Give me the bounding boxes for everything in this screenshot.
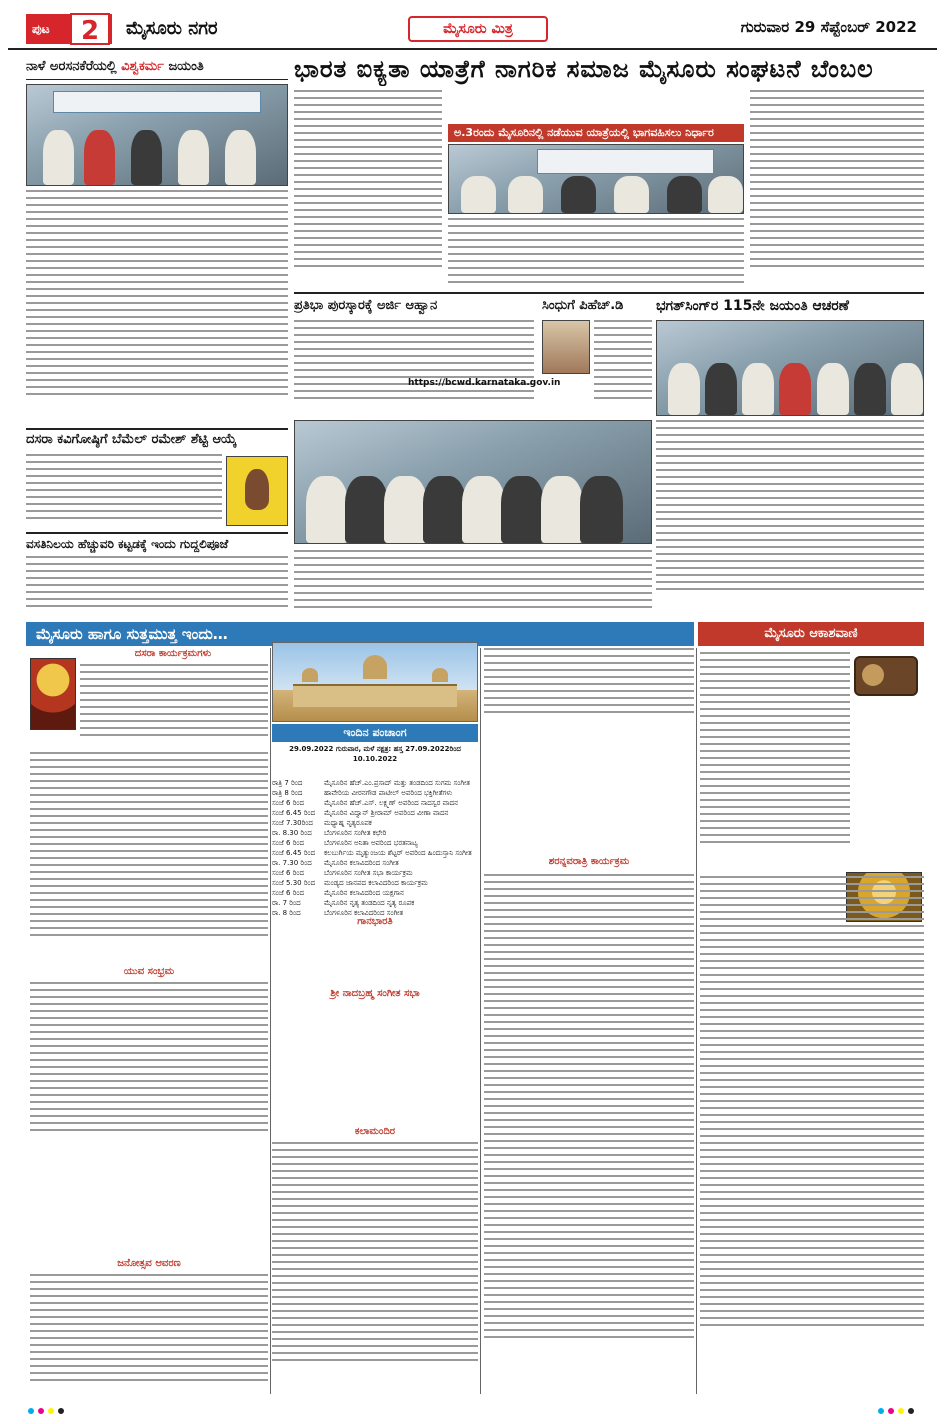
column-rule <box>696 648 697 1394</box>
dasara-poet-headline: ದಸರಾ ಕವಿಗೋಷ್ಠಿಗೆ ಬೆಮೆಲ್ ರಮೇಶ್ ಶೆಟ್ಟಿ ಆಯ್ಕೆ <box>26 428 288 450</box>
bharat-tag: ಅ.3ರಂದು ಮೈಸೂರಿನಲ್ಲಿ ನಡೆಯುವ ಯಾತ್ರೆಯಲ್ಲಿ ಭಾಗವಹಿಸಲು ನಿರ್ಧಾರ <box>448 124 744 142</box>
palace-dome <box>302 668 318 682</box>
photo-person <box>817 363 849 415</box>
schedule-row <box>272 858 478 868</box>
schedule-time: ರಾತ್ರಿ 7 ರಿಂದ <box>272 779 303 787</box>
goddess-image <box>30 658 76 730</box>
bharat-story-text <box>294 90 442 290</box>
sindhu-headline: ಸಿಂಧುಗೆ ಪಿಹೆಚ್.ಡಿ <box>542 298 624 313</box>
panchanga-text: 29.09.2022 ಗುರುವಾರ, ಮಳೆ ನಕ್ಷತ್ರ: ಹಸ್ತ 27.09.2022ರಿಂದ 10.10.2022 <box>289 745 461 763</box>
bharat-photo <box>448 144 744 214</box>
bharat-headline: ಭಾರತ ಐಕ್ಯತಾ ಯಾತ್ರೆಗೆ ನಾಗರಿಕ ಸಮಾಜ ಮೈಸೂರು ಸಂಘಟನೆ ಬೆಂಬಲ <box>294 55 874 83</box>
palace-dome <box>363 655 387 678</box>
ganabharathi-title: ಗಾನಭಾರತಿ <box>357 916 393 927</box>
column-rule <box>270 648 271 1394</box>
photo-person <box>43 130 74 185</box>
vishwakarma-headline <box>26 54 288 80</box>
yellow-dot <box>48 1408 54 1414</box>
schedule-row <box>272 848 478 858</box>
schedule-time: ರಾ. 7.30 ರಿಂದ <box>272 859 312 867</box>
janotsava-title: ಜನೋತ್ಸವ ಆವರಣ <box>117 1258 181 1269</box>
dasara-programs-text-2 <box>30 752 268 960</box>
schedule-desc: ಬೆಂಗಳೂರಿನ ಅನಿತಾ ಅವರಿಂದ ಭರತನಾಟ್ಯ <box>324 839 418 847</box>
photo-person <box>508 176 543 213</box>
palace-dome <box>432 668 448 682</box>
page-number: 2 <box>70 13 110 45</box>
schedule-time: ರಾತ್ರಿ 8 ರಿಂದ <box>272 789 303 797</box>
prathibha-url: https://bcwd.karnataka.gov.in <box>408 378 561 388</box>
schedule-time: ಸಂಜೆ 6.45 ರಿಂದ <box>272 809 316 817</box>
vishwakarma-headline-post: ಜಯಂತಿ <box>163 59 204 74</box>
vasati-headline: ವಸತಿನಿಲಯ ಹೆಚ್ಚುವರಿ ಕಟ್ಟಡಕ್ಕೆ ಇಂದು ಗುದ್ದಲಿಪೂಜೆ <box>26 532 288 554</box>
kalamandira-text <box>272 1142 478 1394</box>
prathibha-story-text <box>294 320 534 416</box>
akashavani-text <box>700 652 850 872</box>
panchanga-title: ಇಂದಿನ ಪಂಚಾಂಗ <box>272 724 478 742</box>
dasara-poet-story-text <box>26 454 222 526</box>
mysore-palace-image <box>272 642 478 722</box>
akashavani-bar: ಮೈಸೂರು ಆಕಾಶವಾಣಿ <box>698 622 924 646</box>
photo-person <box>461 176 496 213</box>
schedule-desc: ಮೈಸೂರಿನ ಕಲಾವಿದರಿಂದ ಸಂಗೀತ <box>324 859 399 867</box>
schedule-time: ರಾ. 8 ರಿಂದ <box>272 909 301 917</box>
photo-person <box>501 476 544 543</box>
cyan-dot <box>878 1408 884 1414</box>
photo-person <box>614 176 649 213</box>
event-photo <box>294 420 652 544</box>
schedule-list <box>272 778 478 918</box>
photo-person <box>854 363 886 415</box>
schedule-time: ರಾ. 8.30 ರಿಂದ <box>272 829 312 837</box>
palace-body <box>293 684 456 707</box>
photo-person <box>541 476 584 543</box>
yellow-dot <box>898 1408 904 1414</box>
city-today-bar: ಮೈಸೂರು ಹಾಗೂ ಸುತ್ತಮುತ್ತ ಇಂದು… <box>26 622 694 646</box>
photo-person <box>131 130 162 185</box>
bhagat-story-text <box>656 420 924 616</box>
cyan-dot <box>28 1408 34 1414</box>
vishwakarma-photo <box>26 84 288 186</box>
yuva-text <box>30 982 268 1152</box>
navaratri-text <box>484 874 694 1394</box>
navaratri-title: ಶರನ್ನವರಾತ್ರಿ ಕಾರ್ಯಕ್ರಮ <box>548 856 630 867</box>
bhagat-headline: ಭಗತ್‌ಸಿಂಗ್‌ರ 115ನೇ ಜಯಂತಿ ಆಚರಣೆ <box>656 298 849 314</box>
photo-person <box>668 363 700 415</box>
yuva-title: ಯುವ ಸಂಭ್ರಮ <box>123 966 175 977</box>
schedule-row <box>272 788 478 798</box>
schedule-time: ರಾ. 7 ರಿಂದ <box>272 899 301 907</box>
photo-person <box>178 130 209 185</box>
schedule-text-col3 <box>484 648 694 728</box>
schedule-desc: ಮಧ್ಯಾಹ್ನ ನೃತ್ಯರೂಪಕ <box>324 819 372 827</box>
vishwakarma-headline-pre: ನಾಳೆ ಅರಸನಕೆರೆಯಲ್ಲಿ <box>26 59 122 74</box>
sindhu-portrait <box>542 320 590 374</box>
schedule-desc: ಮೈಸೂರಿನ ನೃತ್ಯ ತಂಡದಿಂದ ನೃತ್ಯ ರೂಪಕ <box>324 899 415 907</box>
photo-person <box>779 363 811 415</box>
schedule-row <box>272 778 478 788</box>
photo-person <box>708 176 743 213</box>
bharat-story-text-3 <box>750 90 924 290</box>
schedule-time: ಸಂಜೆ 6 ರಿಂದ <box>272 869 305 877</box>
event-caption-text <box>294 550 652 616</box>
photo-person <box>462 476 505 543</box>
photo-person <box>384 476 427 543</box>
bhagat-photo <box>656 320 924 416</box>
schedule-desc: ಬೆಂಗಳೂರಿನ ಸಂಗೀತ ಸಭಾ ಕಾರ್ಯಕ್ರಮ <box>324 869 413 877</box>
dasara-programs-text <box>80 664 268 748</box>
page-number-box <box>26 14 112 44</box>
photo-person <box>891 363 923 415</box>
akashavani-text-2 <box>700 876 924 1394</box>
schedule-time: ಸಂಜೆ 6 ರಿಂದ <box>272 889 305 897</box>
photo-person <box>580 476 623 543</box>
page-word: ಪುಟ <box>32 22 50 36</box>
registration-marks <box>8 1408 937 1416</box>
schedule-desc: ಮೈಸೂರಿನ ಕಲಾವಿದರಿಂದ ಯಕ್ಷಗಾನ <box>324 889 404 897</box>
photo-person <box>345 476 388 543</box>
photo-person <box>84 130 115 185</box>
schedule-desc: ಮೈಸೂರಿನ ವಿದ್ವಾನ್ ಶ್ರೀರಾಮ್ ಅವರಿಂದ ವೀಣಾ ವಾದನ <box>324 809 449 817</box>
schedule-row <box>272 898 478 908</box>
schedule-row <box>272 878 478 888</box>
schedule-row <box>272 868 478 878</box>
photo-banner <box>537 149 713 173</box>
schedule-time: ಸಂಜೆ 6.45 ರಿಂದ <box>272 849 316 857</box>
sindhu-story-text <box>594 320 652 416</box>
schedule-desc: ಮೈಸೂರಿನ ಹೆಚ್.ಎಸ್. ಲಕ್ಷ್ಮಣ್ ಅವರಿಂದ ನಾದಸ್ವರ ವಾದನ <box>324 799 459 807</box>
schedule-row <box>272 888 478 898</box>
janotsava-text <box>30 1274 268 1394</box>
photo-person <box>423 476 466 543</box>
magenta-dot <box>38 1408 44 1414</box>
column-rule <box>480 648 481 1394</box>
schedule-desc: ಮಂಡ್ಯದ ಜಾನಪದ ಕಲಾವಿದರಿಂದ ಕಾರ್ಯಕ್ರಮ <box>324 879 428 887</box>
ramesh-shetty-portrait <box>226 456 288 526</box>
schedule-row <box>272 808 478 818</box>
section-name: ಮೈಸೂರು ನಗರ <box>126 18 218 39</box>
schedule-desc: ಬೆಂಗಳೂರಿನ ಸಂಗೀತ ಕಛೇರಿ <box>324 829 387 837</box>
photo-person <box>225 130 256 185</box>
schedule-time: ಸಂಜೆ 7.30ರಿಂದ <box>272 819 313 827</box>
newspaper-page <box>8 8 937 1416</box>
schedule-row <box>272 798 478 808</box>
schedule-row <box>272 838 478 848</box>
vasati-story-text <box>26 556 288 616</box>
photo-banner <box>53 91 261 113</box>
schedule-time: ಸಂಜೆ 6 ರಿಂದ <box>272 799 305 807</box>
prathibha-headline: ಪ್ರತಿಭಾ ಪುರಸ್ಕಾರಕ್ಕೆ ಅರ್ಜಿ ಆಹ್ವಾನ <box>294 298 438 313</box>
schedule-row <box>272 828 478 838</box>
photo-person <box>705 363 737 415</box>
dasara-programs-title: ದಸರಾ ಕಾರ್ಯಕ್ರಮಗಳು <box>134 648 212 659</box>
black-dot <box>58 1408 64 1414</box>
schedule-desc: ಮೈಸೂರಿನ ಹೆಚ್.ಎಂ.ಪ್ರಸಾದ್ ಮತ್ತು ತಂಡದಿಂದ ಸುಗಮ ಸಂಗೀತ <box>324 779 470 787</box>
vishwakarma-story-text <box>26 190 288 420</box>
schedule-desc: ಹಾವೇರಿಯ ವೀರನಗೌಡ ಪಾಟೀಲ್ ಅವರಿಂದ ಭಕ್ತಿಗೀತೆಗಳು <box>324 789 453 797</box>
issue-date: ಗುರುವಾರ 29 ಸೆಪ್ಟೆಂಬರ್ 2022 <box>740 18 917 36</box>
masthead <box>8 8 937 50</box>
photo-person <box>306 476 349 543</box>
photo-person <box>742 363 774 415</box>
photo-person <box>667 176 702 213</box>
divider <box>294 292 924 294</box>
paper-logo: ಮೈಸೂರು ಮಿತ್ರ <box>408 16 548 42</box>
black-dot <box>908 1408 914 1414</box>
schedule-row <box>272 818 478 828</box>
magenta-dot <box>888 1408 894 1414</box>
bharat-story-text-2 <box>448 218 744 290</box>
schedule-desc: ಕಲಬುರ್ಗಿಯ ಮೃತ್ಯುಂಜಯ ಶೆಟ್ಟರ್ ಅವರಿಂದ ಹಿಂದುಸ್ತಾನಿ ಸಂಗೀತ <box>324 849 472 857</box>
vishwakarma-headline-accent: ವಿಶ್ವಕರ್ಮ <box>121 59 164 74</box>
radio-icon <box>854 656 918 696</box>
schedule-desc: ಬೆಂಗಳೂರಿನ ಕಲಾವಿದರಿಂದ ಸಂಗೀತ <box>324 909 404 917</box>
nadabrahma-title: ಶ್ರೀ ನಾದಬ್ರಹ್ಮ ಸಂಗೀತ ಸಭಾ <box>330 988 420 999</box>
schedule-time: ಸಂಜೆ 6 ರಿಂದ <box>272 839 305 847</box>
kalamandira-title: ಕಲಾಮಂದಿರ <box>354 1126 396 1137</box>
schedule-time: ಸಂಜೆ 5.30 ರಿಂದ <box>272 879 316 887</box>
photo-person <box>561 176 596 213</box>
